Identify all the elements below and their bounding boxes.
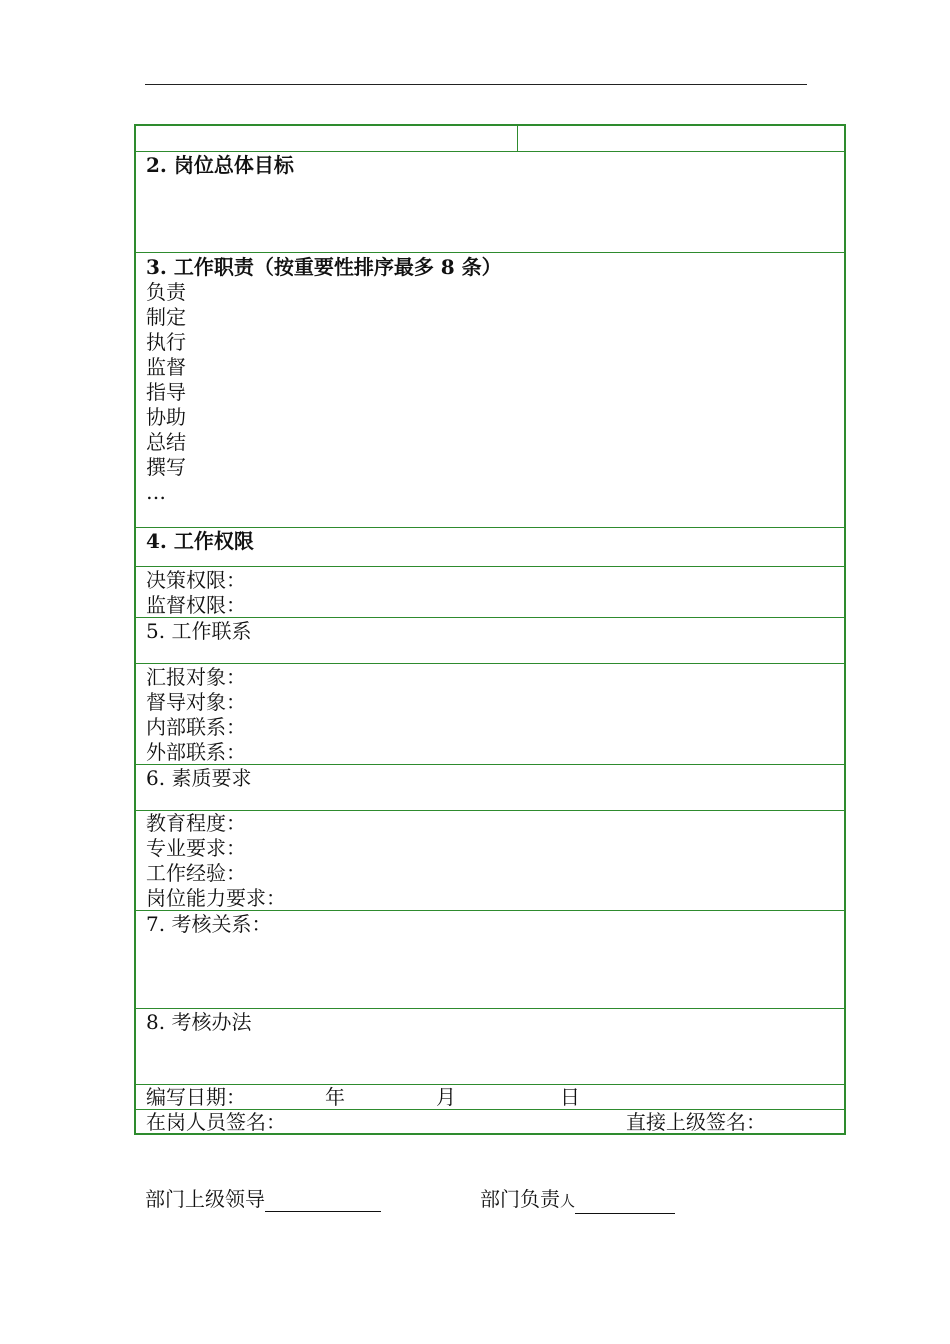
qualification-item: 岗位能力要求： bbox=[146, 886, 286, 910]
section-appraisal-method-title: 8. 考核办法 bbox=[146, 1010, 252, 1034]
signature-row bbox=[136, 1110, 844, 1134]
section-qualifications-content bbox=[146, 811, 286, 911]
section-duties-title: 3. 工作职责（按重要性排序最多 8 条） bbox=[146, 255, 502, 279]
header-row bbox=[136, 126, 844, 152]
duty-item: 总结 bbox=[146, 430, 186, 454]
section-authority-title: 4. 工作权限 bbox=[146, 529, 254, 553]
header-rule bbox=[145, 84, 807, 85]
contact-item: 汇报对象： bbox=[146, 665, 246, 689]
duty-item: 负责 bbox=[146, 280, 186, 304]
incumbent-signature-label: 在岗人员签名： bbox=[146, 1110, 286, 1134]
section-qualifications-header bbox=[136, 765, 844, 811]
duty-item: 执行 bbox=[146, 330, 186, 354]
date-row bbox=[136, 1085, 844, 1110]
section-qualifications-body bbox=[136, 811, 844, 911]
section-appraisal-method bbox=[136, 1009, 844, 1085]
section-authority-body bbox=[136, 567, 844, 618]
section-duties bbox=[136, 253, 844, 528]
section-goal bbox=[136, 152, 844, 253]
contact-item: 内部联系： bbox=[146, 715, 246, 739]
dept-leader-blank bbox=[265, 1189, 381, 1212]
duty-item: 协助 bbox=[146, 405, 186, 429]
section-appraisal-relation-title: 7. 考核关系： bbox=[146, 912, 272, 936]
authority-item: 监督权限： bbox=[146, 593, 246, 617]
dept-head-label-suffix: 人 bbox=[560, 1192, 576, 1210]
section-contacts-content bbox=[146, 665, 246, 765]
dept-leader-signature bbox=[145, 1186, 381, 1212]
section-duties-content bbox=[146, 255, 502, 505]
dept-leader-label: 部门上级领导 bbox=[145, 1187, 265, 1211]
section-qualifications-title: 6. 素质要求 bbox=[146, 766, 252, 790]
supervisor-signature-label: 直接上级签名： bbox=[626, 1110, 766, 1134]
qualification-item: 工作经验： bbox=[146, 861, 246, 885]
authority-item: 决策权限： bbox=[146, 568, 246, 592]
job-description-form bbox=[134, 124, 846, 1135]
qualification-item: 专业要求： bbox=[146, 836, 246, 860]
header-row-divider bbox=[517, 126, 518, 152]
dept-head-signature bbox=[480, 1186, 675, 1214]
section-contacts-title: 5. 工作联系 bbox=[146, 619, 252, 643]
date-month-label: 月 bbox=[436, 1085, 456, 1109]
qualification-item: 教育程度： bbox=[146, 811, 246, 835]
duty-item: 制定 bbox=[146, 305, 186, 329]
duty-item: 撰写 bbox=[146, 455, 186, 479]
date-year-label: 年 bbox=[325, 1085, 345, 1109]
section-contacts-body bbox=[136, 664, 844, 765]
section-contacts-header bbox=[136, 618, 844, 664]
section-authority-header bbox=[136, 528, 844, 567]
contact-item: 外部联系： bbox=[146, 740, 246, 764]
duty-item-ellipsis: … bbox=[146, 480, 166, 504]
dept-head-blank bbox=[575, 1191, 675, 1214]
duty-item: 指导 bbox=[146, 380, 186, 404]
section-authority-content bbox=[146, 568, 246, 618]
dept-head-label: 部门负责 bbox=[480, 1187, 560, 1211]
contact-item: 督导对象： bbox=[146, 690, 246, 714]
date-day-label: 日 bbox=[560, 1085, 580, 1109]
section-goal-title: 2. 岗位总体目标 bbox=[146, 153, 294, 177]
section-appraisal-relation bbox=[136, 911, 844, 1009]
date-label: 编写日期： bbox=[146, 1085, 246, 1109]
duty-item: 监督 bbox=[146, 355, 186, 379]
